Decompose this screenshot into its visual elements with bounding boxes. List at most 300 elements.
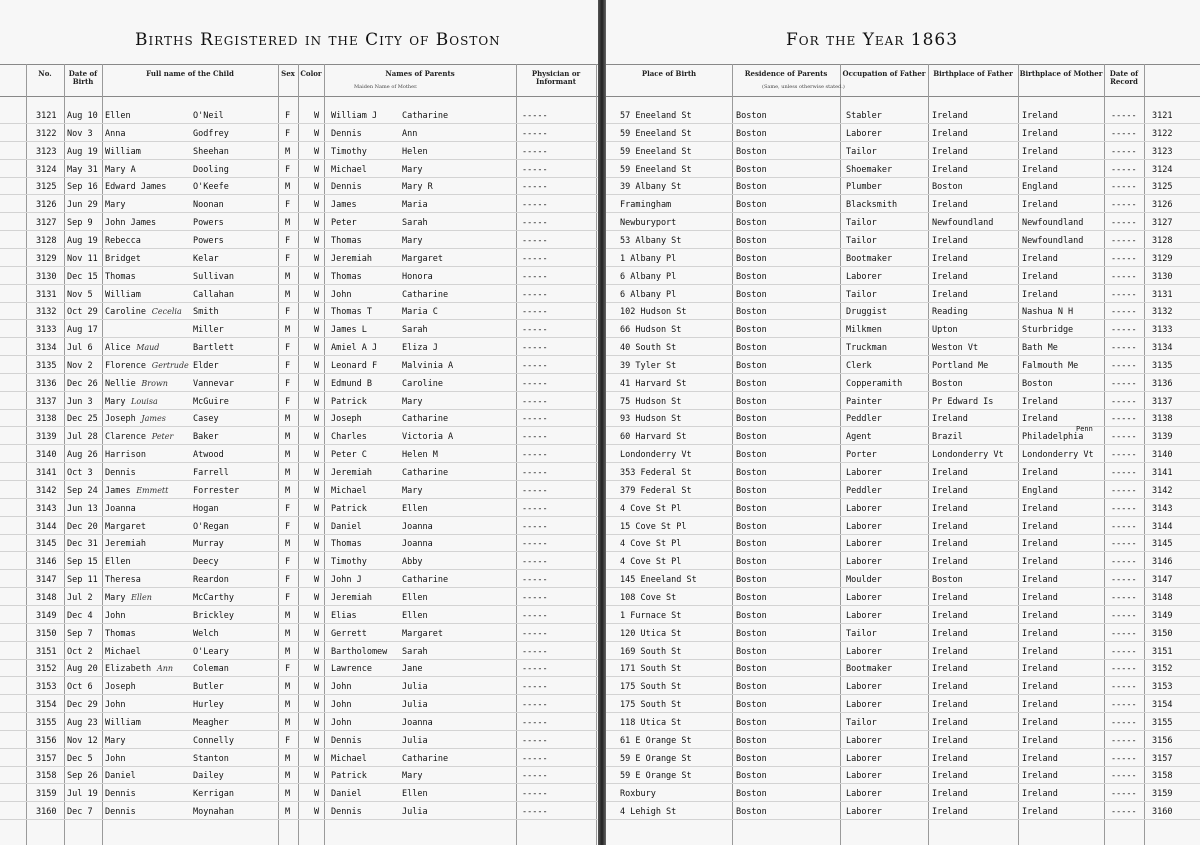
child-surname: Miller bbox=[193, 325, 224, 336]
row-rule bbox=[0, 659, 600, 660]
entry-number: 3125 bbox=[36, 182, 57, 193]
parents-residence: Boston bbox=[736, 789, 767, 800]
row-rule bbox=[606, 498, 1200, 499]
page-title-right: For the Year 1863 bbox=[786, 30, 959, 50]
record-date: ----- bbox=[1111, 789, 1137, 800]
father-name: Patrick bbox=[331, 396, 367, 407]
sex: M bbox=[285, 325, 291, 336]
child-surname: Bartlett bbox=[193, 343, 234, 354]
father-name: Jeremiah bbox=[331, 592, 372, 603]
entry-number: 3156 bbox=[1152, 735, 1173, 746]
parents-residence: Boston bbox=[736, 289, 767, 300]
mother-maiden-name: Maria C bbox=[402, 307, 438, 318]
informant: ----- bbox=[522, 111, 548, 121]
father-occupation: Laborer bbox=[846, 789, 882, 800]
row-rule bbox=[0, 373, 600, 374]
birth-place: 4 Lehigh St bbox=[620, 807, 677, 818]
mother-birthplace: Ireland bbox=[1022, 557, 1058, 568]
child-surname: Stanton bbox=[193, 753, 229, 764]
row-rule bbox=[0, 676, 600, 677]
column-subheader: (Same, unless otherwise stated.) bbox=[762, 84, 845, 90]
parents-residence: Boston bbox=[736, 646, 767, 657]
parents-residence: Boston bbox=[736, 700, 767, 711]
entry-number: 3145 bbox=[1152, 539, 1173, 550]
color: W bbox=[314, 468, 320, 478]
child-first-name: Jeremiah bbox=[105, 539, 146, 550]
row-rule bbox=[606, 266, 1200, 267]
father-occupation: Peddler bbox=[846, 414, 882, 425]
father-name: Timothy bbox=[331, 146, 367, 157]
father-birthplace: Ireland bbox=[932, 557, 968, 568]
column-header: Occupation of Father bbox=[842, 69, 926, 78]
mother-birthplace: Ireland bbox=[1022, 592, 1058, 603]
informant: ----- bbox=[522, 753, 548, 764]
entry-number: 3129 bbox=[1152, 253, 1173, 264]
father-birthplace: Newfoundland bbox=[932, 218, 994, 229]
child-first-name: Mary bbox=[105, 200, 126, 211]
row-rule bbox=[0, 766, 600, 767]
mother-birthplace: England bbox=[1022, 485, 1058, 496]
row-rule bbox=[0, 516, 600, 517]
mother-maiden-name: Honora bbox=[402, 271, 433, 282]
birth-place: 59 Eneeland St bbox=[620, 146, 692, 157]
column-rule bbox=[840, 64, 841, 845]
entry-number: 3160 bbox=[1152, 807, 1173, 818]
child-surname: Kelar bbox=[193, 253, 219, 264]
row-rule bbox=[0, 623, 600, 624]
birth-date: Dec 4 bbox=[67, 610, 93, 621]
record-date: ----- bbox=[1111, 235, 1137, 246]
row-rule bbox=[0, 391, 600, 392]
sex: M bbox=[285, 753, 291, 764]
record-date: ----- bbox=[1111, 753, 1137, 764]
mother-birthplace: Ireland bbox=[1022, 396, 1058, 407]
father-name: Joseph bbox=[331, 414, 362, 425]
informant: ----- bbox=[522, 592, 548, 603]
father-name: Edmund B bbox=[331, 378, 372, 389]
birth-date: Dec 31 bbox=[67, 539, 98, 550]
entry-number: 3139 bbox=[1152, 432, 1173, 443]
parents-residence: Boston bbox=[736, 432, 767, 443]
row-rule bbox=[606, 783, 1200, 784]
birth-date: Aug 17 bbox=[67, 325, 98, 336]
father-occupation: Laborer bbox=[846, 468, 882, 478]
row-rule bbox=[0, 409, 600, 410]
sex: M bbox=[285, 485, 291, 496]
mother-birthplace: Ireland bbox=[1022, 146, 1058, 157]
row-rule bbox=[606, 551, 1200, 552]
row-rule bbox=[0, 194, 600, 195]
parents-residence: Boston bbox=[736, 664, 767, 675]
row-rule bbox=[606, 569, 1200, 570]
entry-number: 3155 bbox=[36, 717, 57, 728]
mother-maiden-name: Catharine bbox=[402, 753, 449, 764]
father-name: Amiel A J bbox=[331, 343, 378, 354]
birth-place: 61 E Orange St bbox=[620, 735, 692, 746]
entry-number: 3148 bbox=[36, 592, 57, 603]
row-rule bbox=[0, 498, 600, 499]
child-first-name: Elizabeth bbox=[105, 664, 152, 675]
mother-birthplace: England bbox=[1022, 182, 1058, 193]
column-rule bbox=[64, 64, 65, 845]
row-rule bbox=[606, 516, 1200, 517]
father-occupation: Laborer bbox=[846, 771, 882, 782]
color: W bbox=[314, 360, 320, 371]
entry-number: 3133 bbox=[36, 325, 57, 336]
father-name: Lawrence bbox=[331, 664, 372, 675]
row-rule bbox=[606, 462, 1200, 463]
birth-date: Sep 9 bbox=[67, 218, 93, 229]
father-birthplace: Ireland bbox=[932, 253, 968, 264]
mother-birthplace: Ireland bbox=[1022, 646, 1058, 657]
row-rule bbox=[0, 587, 600, 588]
father-birthplace: Boston bbox=[932, 575, 963, 586]
record-date: ----- bbox=[1111, 432, 1137, 443]
father-birthplace: Ireland bbox=[932, 735, 968, 746]
child-surname: Brickley bbox=[193, 610, 234, 621]
father-name: John bbox=[331, 289, 352, 300]
child-first-name: Harrison bbox=[105, 450, 146, 461]
mother-birthplace: Falmouth Me bbox=[1022, 360, 1079, 371]
sex: M bbox=[285, 789, 291, 800]
color: W bbox=[314, 717, 320, 728]
mother-birthplace: Ireland bbox=[1022, 575, 1058, 586]
mother-birthplace: Newfoundland bbox=[1022, 235, 1084, 246]
parents-residence: Boston bbox=[736, 485, 767, 496]
father-occupation: Truckman bbox=[846, 343, 887, 354]
row-rule bbox=[606, 766, 1200, 767]
father-name: Patrick bbox=[331, 771, 367, 782]
informant: ----- bbox=[522, 164, 548, 175]
mother-maiden-name: Joanna bbox=[402, 521, 433, 532]
mother-birthplace: Ireland bbox=[1022, 628, 1058, 639]
entry-number: 3126 bbox=[1152, 200, 1173, 211]
entry-number: 3122 bbox=[36, 128, 57, 139]
row-rule bbox=[606, 123, 1200, 124]
parents-residence: Boston bbox=[736, 164, 767, 175]
mother-maiden-name: Julia bbox=[402, 807, 428, 818]
row-rule bbox=[606, 730, 1200, 731]
color: W bbox=[314, 682, 320, 693]
father-name: Peter bbox=[331, 218, 357, 229]
parents-residence: Boston bbox=[736, 218, 767, 229]
father-name: John J bbox=[331, 575, 362, 586]
column-rule bbox=[1104, 64, 1105, 845]
color: W bbox=[314, 218, 320, 229]
entry-number: 3126 bbox=[36, 200, 57, 211]
child-first-name: Anna bbox=[105, 128, 126, 139]
record-date: ----- bbox=[1111, 289, 1137, 300]
father-birthplace: Ireland bbox=[932, 771, 968, 782]
child-surname: Deecy bbox=[193, 557, 219, 568]
record-date: ----- bbox=[1111, 360, 1137, 371]
child-first-name: Florence bbox=[105, 360, 146, 371]
entry-number: 3136 bbox=[1152, 378, 1173, 389]
birth-place: 1 Furnace St bbox=[620, 610, 682, 621]
entry-number: 3147 bbox=[1152, 575, 1173, 586]
informant: ----- bbox=[522, 735, 548, 746]
child-surname: Coleman bbox=[193, 664, 229, 675]
father-name: Patrick bbox=[331, 503, 367, 514]
father-name: Michael bbox=[331, 753, 367, 764]
column-header: Sex bbox=[281, 69, 295, 78]
row-rule bbox=[0, 177, 600, 178]
sex: M bbox=[285, 682, 291, 693]
informant: ----- bbox=[522, 396, 548, 407]
sex: M bbox=[285, 700, 291, 711]
row-rule bbox=[606, 319, 1200, 320]
child-first-name: Rebecca bbox=[105, 235, 141, 246]
mother-maiden-name: Ellen bbox=[402, 503, 428, 514]
informant: ----- bbox=[522, 807, 548, 818]
mother-maiden-name: Helen M bbox=[402, 450, 438, 461]
record-date: ----- bbox=[1111, 628, 1137, 639]
mother-birthplace: Nashua N H bbox=[1022, 307, 1074, 318]
sex: M bbox=[285, 289, 291, 300]
child-first-name: Caroline bbox=[105, 307, 146, 318]
mother-maiden-name: Victoria A bbox=[402, 432, 454, 443]
birth-date: Oct 2 bbox=[67, 646, 93, 657]
color: W bbox=[314, 753, 320, 764]
child-middle-name-handwritten: Louisa bbox=[131, 396, 158, 406]
row-rule bbox=[606, 748, 1200, 749]
informant: ----- bbox=[522, 128, 548, 139]
entry-number: 3156 bbox=[36, 735, 57, 746]
entry-number: 3148 bbox=[1152, 592, 1173, 603]
birth-place: 59 E Orange St bbox=[620, 753, 692, 764]
birth-place: 4 Cove St Pl bbox=[620, 503, 682, 514]
father-birthplace: Ireland bbox=[932, 146, 968, 157]
parents-residence: Boston bbox=[736, 325, 767, 336]
entry-number: 3143 bbox=[1152, 503, 1173, 514]
parents-residence: Boston bbox=[736, 378, 767, 389]
row-rule bbox=[606, 355, 1200, 356]
father-occupation: Laborer bbox=[846, 557, 882, 568]
birth-place: 169 South St bbox=[620, 646, 682, 657]
row-rule bbox=[0, 641, 600, 642]
mother-birthplace-note: Penn bbox=[1076, 425, 1093, 434]
row-rule bbox=[606, 177, 1200, 178]
father-birthplace: Ireland bbox=[932, 664, 968, 675]
entry-number: 3158 bbox=[36, 771, 57, 782]
row-rule bbox=[0, 319, 600, 320]
record-date: ----- bbox=[1111, 325, 1137, 336]
mother-birthplace: Boston bbox=[1022, 378, 1053, 389]
parents-residence: Boston bbox=[736, 575, 767, 586]
mother-maiden-name: Mary R bbox=[402, 182, 433, 193]
row-rule bbox=[606, 534, 1200, 535]
father-birthplace: Boston bbox=[932, 182, 963, 193]
child-first-name: John bbox=[105, 753, 126, 764]
child-surname: O'Leary bbox=[193, 646, 229, 657]
color: W bbox=[314, 164, 320, 175]
entry-number: 3132 bbox=[36, 307, 57, 318]
father-birthplace: Ireland bbox=[932, 628, 968, 639]
row-rule bbox=[0, 426, 600, 427]
row-rule bbox=[606, 694, 1200, 695]
entry-number: 3135 bbox=[1152, 360, 1173, 371]
father-birthplace: Ireland bbox=[932, 753, 968, 764]
mother-maiden-name: Catharine bbox=[402, 414, 449, 425]
informant: ----- bbox=[522, 343, 548, 354]
sex: M bbox=[285, 771, 291, 782]
entry-number: 3127 bbox=[36, 218, 57, 229]
informant: ----- bbox=[522, 325, 548, 336]
father-name: John bbox=[331, 682, 352, 693]
child-surname: Powers bbox=[193, 235, 224, 246]
record-date: ----- bbox=[1111, 807, 1137, 818]
column-header: Birthplace of Father bbox=[933, 69, 1013, 78]
color: W bbox=[314, 450, 320, 461]
father-name: Daniel bbox=[331, 521, 362, 532]
row-rule bbox=[606, 587, 1200, 588]
color: W bbox=[314, 414, 320, 425]
row-rule bbox=[606, 819, 1200, 820]
color: W bbox=[314, 592, 320, 603]
mother-birthplace: Ireland bbox=[1022, 610, 1058, 621]
informant: ----- bbox=[522, 360, 548, 371]
birth-place: 118 Utica St bbox=[620, 717, 682, 728]
sex: M bbox=[285, 717, 291, 728]
mother-birthplace: Ireland bbox=[1022, 468, 1058, 478]
father-occupation: Laborer bbox=[846, 682, 882, 693]
mother-birthplace: Ireland bbox=[1022, 289, 1058, 300]
child-first-name: John bbox=[105, 610, 126, 621]
entry-number: 3157 bbox=[1152, 753, 1173, 764]
row-rule bbox=[606, 284, 1200, 285]
entry-number: 3132 bbox=[1152, 307, 1173, 318]
child-surname: Baker bbox=[193, 432, 219, 443]
entry-number: 3134 bbox=[1152, 343, 1173, 354]
mother-maiden-name: Mary bbox=[402, 485, 423, 496]
column-header: No. bbox=[38, 69, 52, 78]
father-occupation: Copperamith bbox=[846, 378, 903, 389]
informant: ----- bbox=[522, 700, 548, 711]
father-occupation: Tailor bbox=[846, 235, 877, 246]
color: W bbox=[314, 111, 320, 121]
sex: M bbox=[285, 146, 291, 157]
father-name: Dennis bbox=[331, 735, 362, 746]
entry-number: 3128 bbox=[36, 235, 57, 246]
father-occupation: Laborer bbox=[846, 753, 882, 764]
father-birthplace: Ireland bbox=[932, 807, 968, 818]
informant: ----- bbox=[522, 539, 548, 550]
parents-residence: Boston bbox=[736, 307, 767, 318]
child-first-name: William bbox=[105, 146, 141, 157]
row-rule bbox=[606, 194, 1200, 195]
child-first-name: Edward James bbox=[105, 182, 167, 193]
father-birthplace: Ireland bbox=[932, 271, 968, 282]
entry-number: 3137 bbox=[36, 396, 57, 407]
father-name: Michael bbox=[331, 164, 367, 175]
row-rule bbox=[606, 712, 1200, 713]
father-birthplace: Ireland bbox=[932, 164, 968, 175]
color: W bbox=[314, 253, 320, 264]
father-name: Dennis bbox=[331, 128, 362, 139]
sex: F bbox=[285, 575, 291, 586]
child-first-name: Bridget bbox=[105, 253, 141, 264]
record-date: ----- bbox=[1111, 592, 1137, 603]
father-birthplace: Ireland bbox=[932, 646, 968, 657]
entry-number: 3151 bbox=[1152, 646, 1173, 657]
record-date: ----- bbox=[1111, 468, 1137, 478]
father-birthplace: Upton bbox=[932, 325, 958, 336]
entry-number: 3144 bbox=[36, 521, 57, 532]
parents-residence: Boston bbox=[736, 111, 767, 121]
informant: ----- bbox=[522, 557, 548, 568]
sex: F bbox=[285, 343, 291, 354]
father-occupation: Laborer bbox=[846, 539, 882, 550]
mother-maiden-name: Maria bbox=[402, 200, 428, 211]
child-surname: Noonan bbox=[193, 200, 224, 211]
birth-date: Sep 7 bbox=[67, 628, 93, 639]
father-occupation: Laborer bbox=[846, 271, 882, 282]
mother-maiden-name: Ellen bbox=[402, 610, 428, 621]
child-first-name: John James bbox=[105, 218, 157, 229]
column-header: Names of Parents bbox=[385, 69, 455, 78]
birth-place: Framingham bbox=[620, 200, 672, 211]
mother-maiden-name: Julia bbox=[402, 735, 428, 746]
child-surname: Meagher bbox=[193, 717, 229, 728]
entry-number: 3150 bbox=[36, 628, 57, 639]
father-name: William J bbox=[331, 111, 378, 121]
mother-maiden-name: Catharine bbox=[402, 575, 449, 586]
row-rule bbox=[0, 141, 600, 142]
birth-place: 93 Hudson St bbox=[620, 414, 682, 425]
mother-maiden-name: Catharine bbox=[402, 111, 449, 121]
entry-number: 3143 bbox=[36, 503, 57, 514]
header-bottom-rule bbox=[606, 96, 1200, 97]
father-name: Peter C bbox=[331, 450, 367, 461]
birth-place: Roxbury bbox=[620, 789, 656, 800]
father-birthplace: Ireland bbox=[932, 700, 968, 711]
father-birthplace: Ireland bbox=[932, 682, 968, 693]
color: W bbox=[314, 378, 320, 389]
column-rule bbox=[102, 64, 103, 845]
informant: ----- bbox=[522, 789, 548, 800]
color: W bbox=[314, 128, 320, 139]
sex: F bbox=[285, 521, 291, 532]
mother-birthplace: Newfoundland bbox=[1022, 218, 1084, 229]
birth-date: May 31 bbox=[67, 164, 98, 175]
birth-date: Aug 26 bbox=[67, 450, 98, 461]
entry-number: 3144 bbox=[1152, 521, 1173, 532]
father-name: Bartholomew bbox=[331, 646, 388, 657]
father-name: Daniel bbox=[331, 789, 362, 800]
mother-maiden-name: Catharine bbox=[402, 468, 449, 478]
row-rule bbox=[0, 551, 600, 552]
entry-number: 3149 bbox=[36, 610, 57, 621]
informant: ----- bbox=[522, 664, 548, 675]
sex: M bbox=[285, 218, 291, 229]
row-rule bbox=[606, 230, 1200, 231]
father-occupation: Bootmaker bbox=[846, 664, 893, 675]
row-rule bbox=[0, 159, 600, 160]
mother-maiden-name: Ann bbox=[402, 128, 418, 139]
row-rule bbox=[606, 248, 1200, 249]
entry-number: 3140 bbox=[36, 450, 57, 461]
child-surname: Welch bbox=[193, 628, 219, 639]
birth-date: Oct 29 bbox=[67, 307, 98, 318]
entry-number: 3145 bbox=[36, 539, 57, 550]
color: W bbox=[314, 646, 320, 657]
informant: ----- bbox=[522, 628, 548, 639]
row-rule bbox=[0, 302, 600, 303]
record-date: ----- bbox=[1111, 164, 1137, 175]
entry-number: 3141 bbox=[1152, 468, 1173, 478]
row-rule bbox=[0, 462, 600, 463]
entry-number: 3127 bbox=[1152, 218, 1173, 229]
